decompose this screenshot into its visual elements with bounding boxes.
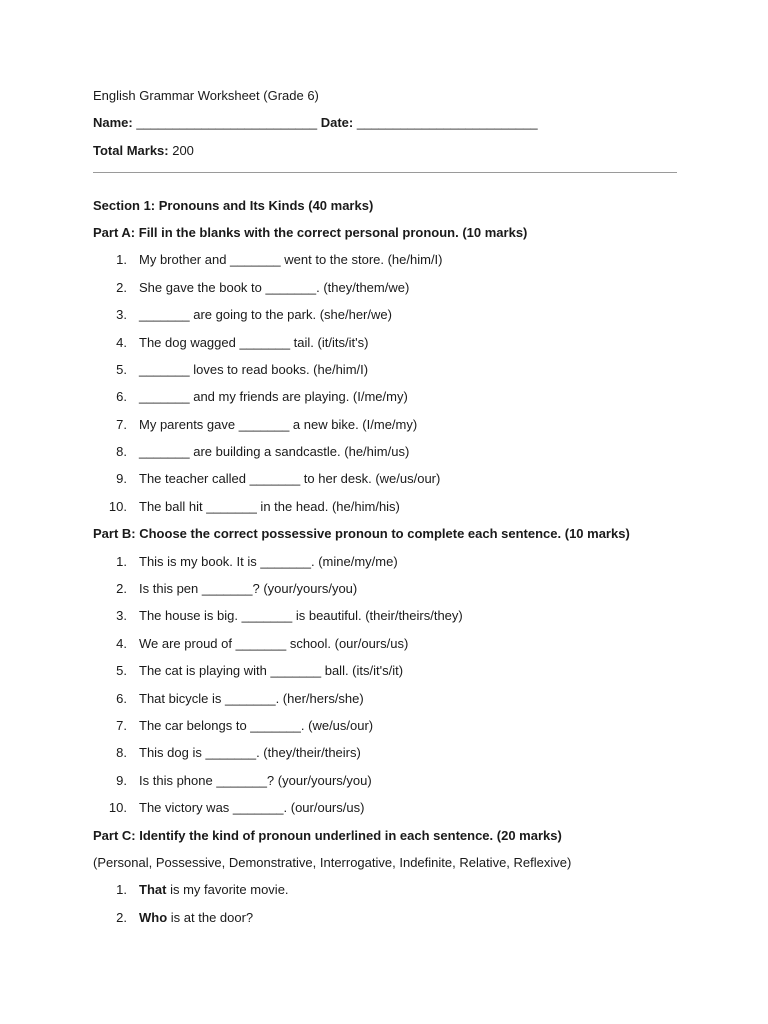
item-text [139, 880, 289, 899]
item-number: 2. [116, 279, 127, 295]
list-item [93, 442, 677, 469]
part-a-title: Part A: Fill in the blanks with the correct personal pronoun. (10 marks) [93, 224, 528, 240]
item-number: 2. [116, 581, 127, 597]
item-number: 5. [116, 663, 127, 679]
part-b-title: Part B: Choose the correct possessive pronoun to complete each sentence. (10 marks) [93, 526, 630, 542]
pronoun-kinds-options: (Personal, Possessive, Demonstrative, Interrogative, Indefinite, Relative, Reflexive) [93, 854, 572, 870]
item-text: My parents gave _______ a new bike. (I/me/my) [139, 416, 418, 432]
item-number: 5. [116, 361, 127, 377]
item-number: 10. [108, 498, 127, 514]
item-text: This is my book. It is _______. (mine/my/me) [139, 553, 398, 569]
item-text: The dog wagged _______ tail. (it/its/it's) [139, 334, 369, 350]
list-item [93, 880, 677, 907]
underlined-pronoun: That [139, 882, 167, 898]
item-number: 9. [116, 471, 127, 487]
list-item [93, 661, 677, 688]
list-item [93, 387, 677, 414]
total-marks-row [93, 141, 677, 168]
list-item [93, 579, 677, 606]
section-1-title: Section 1: Pronouns and Its Kinds (40 marks) [93, 197, 374, 213]
item-number: 8. [116, 444, 127, 460]
horizontal-divider [93, 168, 677, 195]
list-item [93, 305, 677, 332]
list-item [93, 469, 677, 496]
list-item [93, 908, 677, 935]
item-text: The teacher called _______ to her desk. (we/us/our) [139, 471, 441, 487]
item-number: 6. [116, 690, 127, 706]
item-number: 9. [116, 772, 127, 788]
list-item [93, 360, 677, 387]
list-item [93, 552, 677, 579]
item-number: 1. [116, 882, 127, 898]
item-number: 6. [116, 389, 127, 405]
item-number: 4. [116, 334, 127, 350]
item-text: _______ are going to the park. (she/her/we) [139, 307, 392, 323]
part-c-title: Part C: Identify the kind of pronoun underlined in each sentence. (20 marks) [93, 827, 562, 843]
name-label: Name: [93, 115, 133, 131]
item-sentence-rest: is at the door? [167, 909, 254, 925]
item-text [139, 908, 253, 927]
part-c-list [93, 880, 677, 935]
list-item [93, 606, 677, 633]
item-text: Is this pen _______? (your/yours/you) [139, 581, 358, 597]
total-marks-value: 200 [168, 142, 194, 158]
item-text: She gave the book to _______. (they/them/we) [139, 279, 410, 295]
list-item [93, 634, 677, 661]
item-text: My brother and _______ went to the store. (he/him/I) [139, 252, 443, 268]
total-marks-label: Total Marks: [93, 142, 169, 158]
date-blank: _________________________ [353, 115, 538, 131]
list-item [93, 798, 677, 825]
list-item [93, 689, 677, 716]
item-number: 2. [116, 909, 127, 925]
item-text: The house is big. _______ is beautiful. (their/theirs/they) [139, 608, 463, 624]
list-item [93, 497, 677, 524]
item-text: The victory was _______. (our/ours/us) [139, 800, 365, 816]
name-date-row [93, 113, 677, 140]
list-item [93, 250, 677, 277]
item-number: 4. [116, 635, 127, 651]
item-number: 1. [116, 553, 127, 569]
item-number: 7. [116, 416, 127, 432]
part-a-list [93, 250, 677, 524]
date-label: Date: [320, 115, 354, 131]
item-number: 3. [116, 307, 127, 323]
item-text: The cat is playing with _______ ball. (its/it's/it) [139, 663, 404, 679]
part-b-list [93, 552, 677, 826]
item-text: This dog is _______. (they/their/theirs) [139, 745, 361, 761]
list-item [93, 278, 677, 305]
worksheet-title: English Grammar Worksheet (Grade 6) [93, 88, 319, 103]
list-item [93, 415, 677, 442]
item-sentence-rest: is my favorite movie. [166, 882, 289, 898]
item-text: _______ and my friends are playing. (I/me/my) [139, 389, 408, 405]
list-item [93, 716, 677, 743]
item-number: 10. [108, 800, 127, 816]
item-text: _______ loves to read books. (he/him/I) [139, 361, 369, 377]
item-number: 7. [116, 717, 127, 733]
list-item [93, 333, 677, 360]
item-text: _______ are building a sandcastle. (he/him/us) [139, 444, 410, 460]
list-item [93, 743, 677, 770]
list-item [93, 771, 677, 798]
item-text: The car belongs to _______. (we/us/our) [139, 717, 374, 733]
name-blank: _________________________ [132, 115, 321, 131]
worksheet-page [93, 86, 677, 935]
item-number: 3. [116, 608, 127, 624]
item-text: Is this phone _______? (your/yours/you) [139, 772, 372, 788]
item-number: 8. [116, 745, 127, 761]
item-text: We are proud of _______ school. (our/ours/us) [139, 635, 409, 651]
item-text: That bicycle is _______. (her/hers/she) [139, 690, 364, 706]
item-number: 1. [116, 252, 127, 268]
item-text: The ball hit _______ in the head. (he/him/his) [139, 498, 400, 514]
underlined-pronoun: Who [139, 909, 168, 925]
